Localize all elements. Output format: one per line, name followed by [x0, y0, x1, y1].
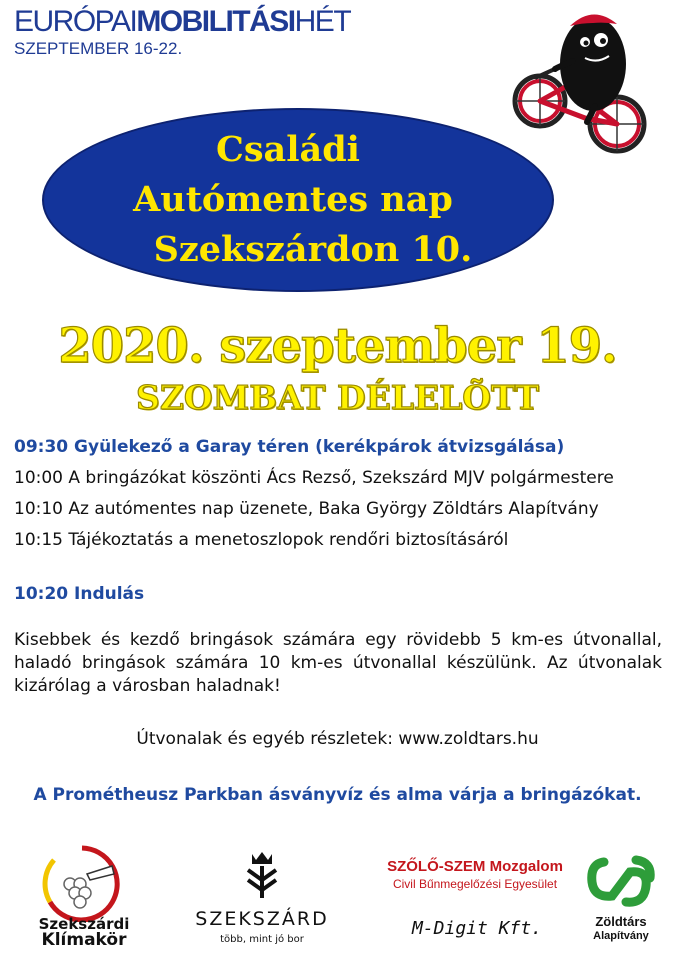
event-title-line-1: Családi: [216, 129, 360, 170]
szekszard-name: SZEKSZÁRD: [195, 908, 329, 930]
klimakor-logo: [32, 842, 132, 922]
program-item: 10:15 Tájékoztatás a menetoszlopok rendőri biztosításáról: [14, 530, 509, 550]
program-item: 10:10 Az autómentes nap üzenete, Baka György Zöldtárs Alapítvány: [14, 499, 599, 519]
klimakor-line-1: Szekszárdi: [38, 915, 130, 933]
title-part-1: EURÓPAI: [14, 5, 137, 38]
program-item: 09:30 Gyülekező a Garay téren (kerékpárok átvizsgálása): [14, 437, 565, 457]
szekszard-tagline: több, mint jó bor: [220, 934, 304, 945]
event-title-line-2: Autómentes nap: [133, 179, 453, 220]
start-time: 10:20 Indulás: [14, 584, 145, 604]
title-part-3: HÉT: [294, 5, 351, 38]
route-description: Kisebbek és kezdő bringások számára egy rövidebb 5 km-es útvonallal, haladó bringások számára 10 km-es útvonallal készülünk. Az útvonalak kizárólag a városban haladnak!: [14, 630, 662, 696]
klimakor-line-2: Klímakör: [41, 930, 127, 950]
event-title: [42, 108, 554, 292]
klimakor-name: [22, 916, 146, 948]
event-date: 2020. szeptember 19.: [58, 318, 617, 374]
mobility-week-dates: SZEPTEMBER 16-22.: [14, 39, 183, 58]
szoloszem-name: SZŐLŐ-SZEM Mozgalom: [387, 858, 563, 875]
refreshments-text: A Prométheusz Parkban ásványvíz és alma várja a bringázókat.: [33, 785, 642, 805]
zoldtars-line-2: Alapítvány: [593, 930, 649, 942]
mobility-week-title: [14, 6, 350, 38]
event-title-line-3: Szekszárdon 10.: [153, 229, 473, 270]
title-part-2: MOBILITÁSI: [136, 5, 295, 38]
zoldtars-logo: [586, 852, 656, 912]
szoloszem-subtitle: Civil Bűnmegelőzési Egyesület: [392, 877, 558, 891]
zoldtars-line-1: Zöldtárs: [595, 914, 647, 929]
program-item: 10:00 A bringázókat köszönti Ács Rezső, Szekszárd MJV polgármestere: [14, 468, 614, 488]
mdigit-name: M-Digit Kft.: [411, 918, 543, 939]
details-link-text: Útvonalak és egyéb részletek: www.zoldtars.hu: [136, 729, 539, 749]
event-daypart: SZOMBAT DÉLELÕTT: [136, 378, 539, 417]
zoldtars-name: [574, 914, 668, 944]
szekszard-crest: [242, 850, 282, 900]
